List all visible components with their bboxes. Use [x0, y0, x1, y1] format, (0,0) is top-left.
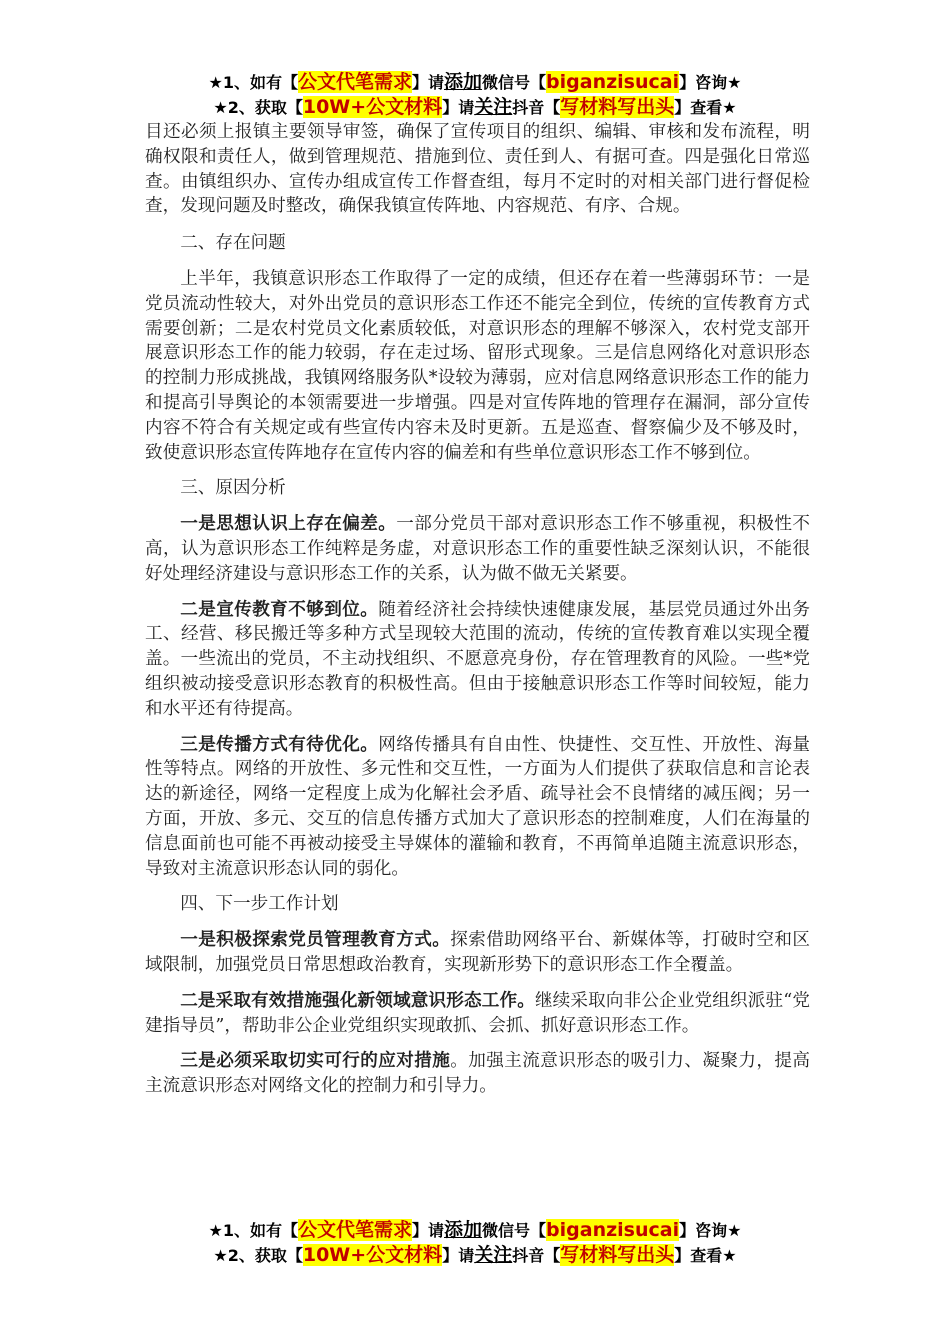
plan-2-lead: 二是采取有效措施强化新领域意识形态工作。 [180, 989, 535, 1011]
banner-underline: 添加 [444, 71, 483, 93]
banner-text: ★1、如有【 [208, 1221, 298, 1240]
banner-highlight: 10W+公文材料 [302, 96, 443, 118]
plan-1-lead: 一是积极探索党员管理教育方式。 [180, 929, 451, 951]
banner-line-1 [0, 1218, 950, 1243]
plan-3-lead: 三是必须采取切实可行的应对措施 [180, 1050, 451, 1072]
banner-line-1 [0, 70, 950, 95]
plan-2-text: 继续采取向非公企业党组织派驻“党建指导员”，帮助非公企业党组织实现敢抓、会抓、抓好意识形态工作。 [145, 990, 810, 1036]
cause-1-lead: 一是思想认识上存在偏差。 [180, 513, 397, 535]
banner-text: 微信号【 [482, 1221, 547, 1240]
banner-text: 】查看★ [674, 98, 737, 117]
section-heading-causes: 三、原因分析 [180, 478, 286, 499]
banner-underline: 添加 [444, 1219, 483, 1241]
banner-line-2 [0, 95, 950, 120]
document-body [145, 120, 810, 1110]
banner-text: 抖音【 [512, 1246, 561, 1265]
paragraph-intro: 目还必须上报镇主要领导审签，确保了宣传项目的组织、编辑、审核和发布流程，明确权限和责任人，做到管理规范、措施到位、责任到人、有据可查。四是强化日常巡查。由镇组织办、宣传办组成宣传工作督查组，每月不定时的对相关部门进行督促检查，发现问题及时整改，确保我镇宣传阵地、内容规范、有序、合规。 [145, 122, 810, 217]
top-banner [0, 70, 950, 120]
plan-1-text: 探索借助网络平台、新媒体等，打破时空和区域限制，加强党员日常思想政治教育，实现新形势下的意识形态工作全覆盖。 [145, 930, 810, 975]
banner-underline: 关注 [474, 96, 513, 118]
banner-text: 】请 [442, 98, 475, 117]
banner-text: 】查看★ [674, 1246, 737, 1265]
banner-text: 微信号【 [482, 73, 547, 92]
cause-2-text: 随着经济社会持续快速健康发展，基层党员通过外出务工、经营、移民搬迁等多种方式呈现较大范围的流动，传统的宣传教育难以实现全覆盖。一些流出的党员，不主动找组织、不愿意亮身份，存在管理教育的风险。一些*党组织被动接受意识形态教育的积极性高。但由于接触意识形态工作等时间较短，能力和水平还有待提高。 [145, 599, 810, 719]
banner-highlight: 公文代笔需求 [297, 1219, 412, 1241]
banner-text: 】请 [412, 1221, 445, 1240]
banner-highlight: 10W+公文材料 [302, 1244, 443, 1266]
banner-text: 】请 [412, 73, 445, 92]
banner-text: ★2、获取【 [213, 98, 303, 117]
paragraph-plan-2 [145, 989, 810, 1039]
banner-highlight: biganzisucai [546, 71, 680, 93]
paragraph-plan-1 [145, 928, 810, 978]
banner-text: ★2、获取【 [213, 1246, 303, 1265]
banner-highlight: 写材料写出头 [560, 1244, 675, 1266]
cause-3-text: 网络传播具有自由性、快捷性、交互性、开放性、海量性等特点。网络的开放性、多元性和交互性，一方面为人们提供了获取信息和言论表达的新途径，网络一定程度上成为化解社会矛盾、疏导社会不良情绪的减压阀；另一方面，开放、多元、交互的信息传播方式加大了意识形态的控制难度，人们在海量的信息面前也可能不再被动接受主导媒体的灌输和教育，不再简单追随主流意识形态，导致对主流意识形态认同的弱化。 [145, 734, 810, 879]
cause-2-lead: 二是宣传教育不够到位。 [180, 598, 379, 620]
paragraph-cause-1 [145, 512, 810, 586]
paragraph-problems: 上半年，我镇意识形态工作取得了一定的成绩，但还存在着一些薄弱环节：一是党员流动性较大，对外出党员的意识形态工作还不能完全到位，传统的宣传教育方式需要创新；二是农村党员文化素质较低，对意识形态的理解不够深入，农村党支部开展意识形态工作的能力较弱，存在走过场、留形式现象。三是信息网络化对意识形态的控制力形成挑战，我镇网络服务队*设较为薄弱，应对信息网络意识形态工作的能力和提高引导舆论的本领需要进一步增强。四是对宣传阵地的管理存在漏洞，部分宣传内容不符合有关规定或有些宣传内容未及时更新。五是巡查、督察偏少及不够及时，致使意识形态宣传阵地存在宣传内容的偏差和有些单位意识形态工作不够到位。 [145, 268, 810, 463]
bottom-banner [0, 1218, 950, 1268]
banner-text: 抖音【 [512, 98, 561, 117]
section-heading-problems: 二、存在问题 [180, 233, 286, 254]
banner-text: 】咨询★ [679, 1221, 742, 1240]
paragraph-cause-2 [145, 598, 810, 722]
banner-highlight: 写材料写出头 [560, 96, 675, 118]
cause-1-text: 一部分党员干部对意识形态工作不够重视，积极性不高，认为意识形态工作纯粹是务虚，对意识形态工作的重要性缺乏深刻认识，不能很好处理经济建设与意识形态工作的关系，认为做不做无关紧要。 [145, 514, 810, 584]
banner-text: 】咨询★ [679, 73, 742, 92]
cause-3-lead: 三是传播方式有待优化。 [180, 733, 379, 755]
banner-highlight: 公文代笔需求 [297, 71, 412, 93]
banner-line-2 [0, 1243, 950, 1268]
banner-highlight: biganzisucai [546, 1219, 680, 1241]
banner-underline: 关注 [474, 1244, 513, 1266]
plan-3-text: 。加强主流意识形态的吸引力、凝聚力，提高主流意识形态对网络文化的控制力和引导力。 [145, 1051, 810, 1097]
paragraph-cause-3 [145, 733, 810, 882]
section-heading-plan: 四、下一步工作计划 [180, 894, 339, 915]
banner-text: ★1、如有【 [208, 73, 298, 92]
paragraph-plan-3 [145, 1049, 810, 1099]
banner-text: 】请 [442, 1246, 475, 1265]
